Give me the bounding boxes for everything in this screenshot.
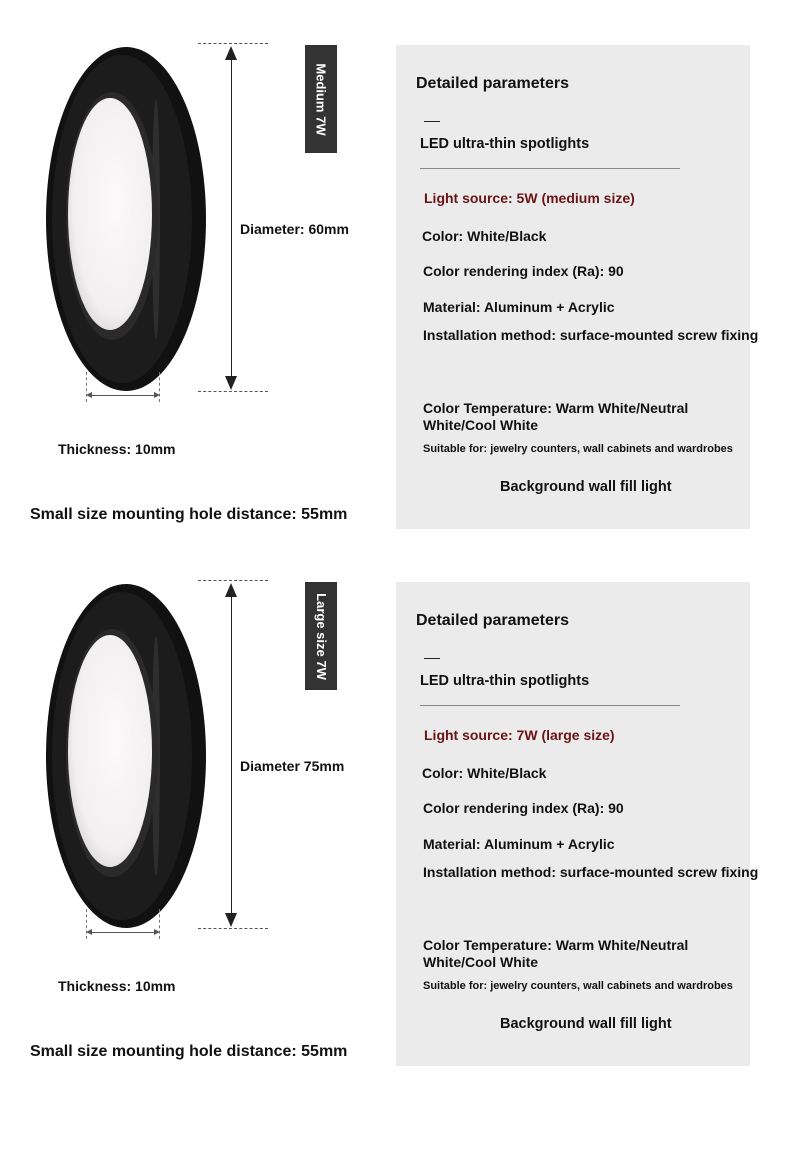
material-spec: Material: Aluminum + Acrylic	[423, 299, 615, 315]
dimension-guide-bottom	[198, 928, 268, 929]
suitable-spec: Suitable for: jewelry counters, wall cabinets and wardrobes	[423, 980, 733, 992]
color-spec: Color: White/Black	[422, 765, 547, 781]
arrow-down-icon	[225, 376, 237, 390]
diameter-line	[231, 587, 232, 921]
light-source: Light source: 7W (large size)	[424, 727, 615, 743]
dimension-guide-bottom	[198, 391, 268, 392]
panel-title: Detailed parameters	[416, 612, 569, 629]
size-badge	[305, 582, 337, 690]
arrow-right-icon	[154, 929, 160, 935]
diameter-label: Diameter: 60mm	[240, 221, 349, 237]
spotlight-image	[38, 46, 210, 392]
temperature-spec: Color Temperature: Warm White/Neutral White/Cool White	[423, 937, 689, 970]
arrow-down-icon	[225, 913, 237, 927]
thickness-label: Thickness: 10mm	[58, 441, 176, 457]
cri-spec: Color rendering index (Ra): 90	[423, 263, 624, 279]
hole-distance-label: Small size mounting hole distance: 55mm	[30, 1043, 348, 1060]
background-spec: Background wall fill light	[500, 1016, 672, 1032]
arrow-up-icon	[225, 583, 237, 597]
arrow-right-icon	[154, 392, 160, 398]
installation-spec: Installation method: surface-mounted screw fixing	[423, 864, 759, 880]
title-underline	[424, 121, 440, 122]
color-spec: Color: White/Black	[422, 228, 547, 244]
panel-subtitle: LED ultra-thin spotlights	[420, 136, 590, 152]
panel-divider	[420, 705, 680, 706]
spotlight-image	[38, 583, 210, 929]
hole-distance-label: Small size mounting hole distance: 55mm	[30, 506, 348, 523]
diameter-label: Diameter 75mm	[240, 758, 345, 774]
suitable-spec: Suitable for: jewelry counters, wall cabinets and wardrobes	[423, 443, 733, 455]
thickness-line	[88, 932, 158, 933]
installation-spec: Installation method: surface-mounted screw fixing	[423, 327, 759, 343]
thickness-label: Thickness: 10mm	[58, 978, 176, 994]
cri-spec: Color rendering index (Ra): 90	[423, 800, 624, 816]
size-badge-label: Large size 7W	[313, 592, 329, 680]
dimension-guide-top	[198, 580, 268, 581]
background-spec: Background wall fill light	[500, 479, 672, 495]
panel-subtitle: LED ultra-thin spotlights	[420, 673, 590, 689]
parameters-panel	[396, 45, 759, 529]
light-source: Light source: 5W (medium size)	[424, 190, 635, 206]
material-spec: Material: Aluminum + Acrylic	[423, 836, 615, 852]
size-badge	[305, 45, 337, 153]
arrow-up-icon	[225, 46, 237, 60]
product-section-medium	[0, 0, 790, 523]
parameters-panel	[396, 582, 759, 1066]
arrow-left-icon	[86, 392, 92, 398]
panel-title: Detailed parameters	[416, 75, 569, 92]
diameter-line	[231, 50, 232, 384]
product-section-large	[0, 537, 790, 1060]
title-underline	[424, 658, 440, 659]
thickness-line	[88, 395, 158, 396]
panel-divider	[420, 168, 680, 169]
temperature-spec: Color Temperature: Warm White/Neutral White/Cool White	[423, 400, 689, 433]
arrow-left-icon	[86, 929, 92, 935]
size-badge-label: Medium 7W	[313, 62, 329, 136]
dimension-guide-top	[198, 43, 268, 44]
